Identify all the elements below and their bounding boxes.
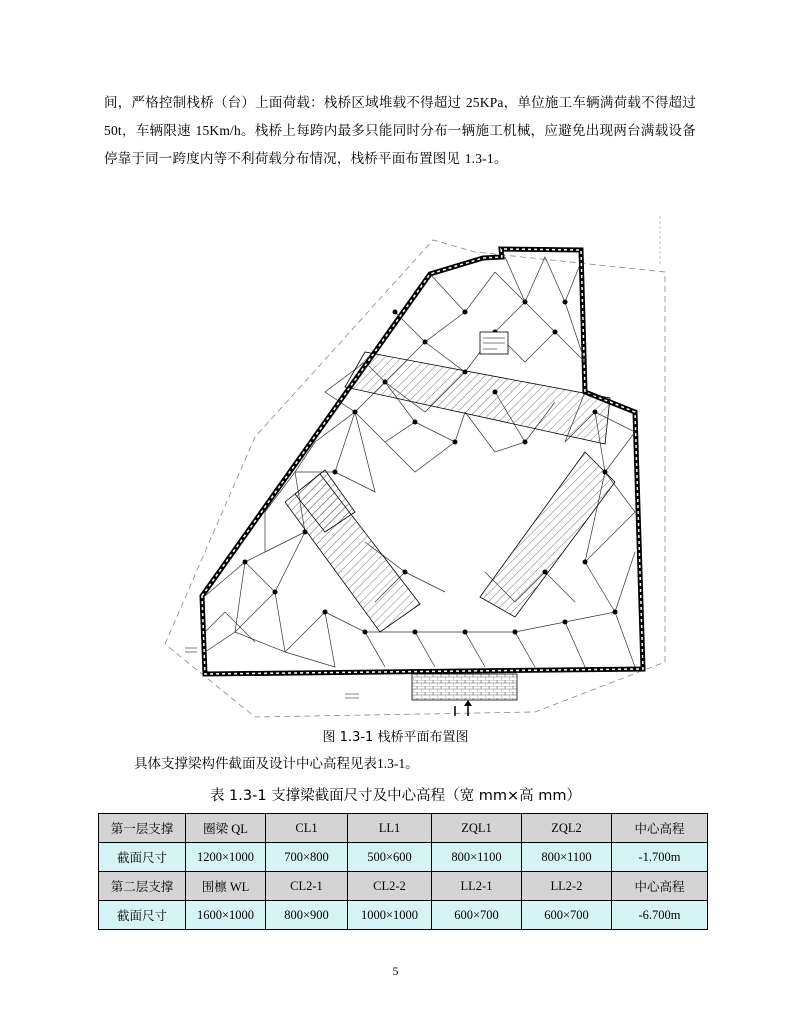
table-cell: 800×900 — [266, 901, 348, 930]
page-number: 5 — [392, 964, 399, 978]
intro-text: 具体支撑梁构件截面及设计中心高程见表 — [134, 756, 377, 772]
table-cell: LL2-1 — [432, 872, 522, 901]
trestle-platform — [285, 352, 615, 632]
table-cell: 800×1100 — [522, 843, 612, 872]
table-cell: 1600×1000 — [186, 901, 266, 930]
table-row — [99, 901, 708, 930]
table-cell: 600×700 — [522, 901, 612, 930]
vehicle-load-value: 50t — [104, 123, 122, 138]
table-cell: ZQL1 — [432, 814, 522, 843]
table-cell: 1000×1000 — [348, 901, 432, 930]
figure-reference: 1.3-1 — [464, 151, 494, 166]
table-cell: 圈梁 QL — [186, 814, 266, 843]
body-paragraph — [104, 89, 696, 173]
table-caption: 表 1.3-1 支撑梁截面尺寸及中心高程（宽 mm×高 mm） — [209, 788, 582, 804]
paragraph-text: 。 — [493, 151, 508, 167]
table-row — [99, 872, 708, 901]
table-cell: 600×700 — [432, 901, 522, 930]
table-cell: LL2-2 — [522, 872, 612, 901]
table-cell: CL1 — [266, 814, 348, 843]
table-cell: 中心高程 — [612, 872, 708, 901]
table-cell: -1.700m — [612, 843, 708, 872]
ring-beam — [202, 249, 643, 674]
table-cell: ZQL2 — [522, 814, 612, 843]
table-cell: LL1 — [348, 814, 432, 843]
table-reference: 1.3-1 — [377, 756, 406, 771]
table-cell: 500×600 — [348, 843, 432, 872]
table-cell: 截面尺寸 — [99, 843, 186, 872]
table-row — [99, 843, 708, 872]
intro-end: 。 — [405, 756, 419, 772]
table-cell: 1200×1000 — [186, 843, 266, 872]
section-size-table — [98, 813, 708, 930]
speed-limit-value: 15Km/h — [195, 123, 241, 138]
paragraph-text: ，单位施工车辆满荷载不得超过 — [503, 95, 697, 111]
table-cell: 700×800 — [266, 843, 348, 872]
truss-members — [205, 257, 635, 667]
trestle-plan-drawing — [165, 212, 670, 724]
table-cell: 第二层支撑 — [99, 872, 186, 901]
table-cell: CL2-2 — [348, 872, 432, 901]
table-cell: 截面尺寸 — [99, 901, 186, 930]
load-limit-value: 25KPa — [465, 95, 504, 110]
entrance-ramp — [412, 674, 517, 700]
table-cell: 中心高程 — [612, 814, 708, 843]
table-cell: -6.700m — [612, 901, 708, 930]
paragraph-text: 间，严格控制栈桥（台）上面荷载：栈桥区域堆载不得超过 — [104, 95, 462, 111]
table-cell: CL2-1 — [266, 872, 348, 901]
paragraph-text: 。栈桥上每跨内最多只能同时分布一辆施工机械，应避免出现两台满载设备停靠于同一跨度内等不利荷载分布情况，栈桥平面布置图见 — [104, 123, 697, 167]
table-row — [99, 814, 708, 843]
figure-caption: 图 1.3-1 栈桥平面布置图 — [322, 730, 469, 745]
table-cell: 第一层支撑 — [99, 814, 186, 843]
paragraph-text: ，车辆限速 — [121, 123, 191, 139]
table-cell: 800×1100 — [432, 843, 522, 872]
table-intro — [134, 752, 419, 772]
table-cell: 围檩 WL — [186, 872, 266, 901]
